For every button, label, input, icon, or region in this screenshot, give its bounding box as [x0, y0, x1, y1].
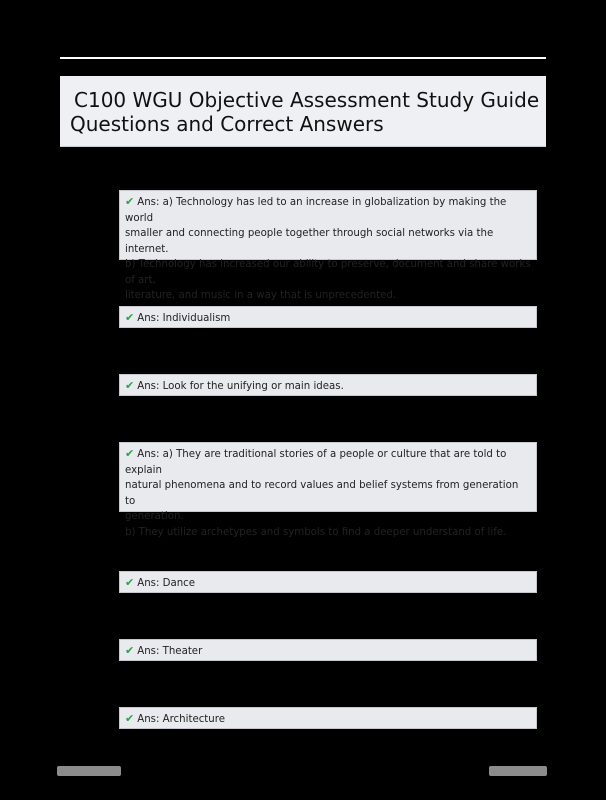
checkmark-icon: ✔	[125, 644, 135, 657]
checkmark-icon: ✔	[125, 379, 135, 392]
answer-line: b) They utilize archetypes and symbols to find a deeper understand of life.	[125, 526, 507, 538]
answer-line: smaller and connecting people together through social networks via the internet.	[125, 228, 494, 255]
answer-line: ✔ Ans: Architecture	[125, 712, 225, 725]
checkmark-icon: ✔	[125, 712, 135, 725]
checkmark-icon: ✔	[125, 447, 135, 460]
answer-line: generation.	[125, 511, 184, 522]
checkmark-icon: ✔	[125, 576, 135, 589]
answer-line: ✔ Ans: Dance	[125, 576, 196, 589]
answer-line: ✔ Ans: Individualism	[125, 311, 231, 324]
checkmark-icon: ✔	[125, 195, 135, 208]
page-title-line-1: C100 WGU Objective Assessment Study Guide	[74, 88, 540, 112]
page-title-line-2: Questions and Correct Answers	[70, 112, 384, 136]
answer-box-7	[119, 707, 537, 729]
answer-line: ✔ Ans: a) They are traditional stories of a people or culture that are told to explain	[125, 447, 507, 476]
answer-box-2	[119, 306, 537, 328]
checkmark-icon: ✔	[125, 311, 135, 324]
answer-line: ✔ Ans: Theater	[125, 644, 203, 657]
answer-line: b) Technology has increased our ability to preserve, document and share works of art,	[125, 259, 531, 286]
answer-line: natural phenomena and to record values and belief systems from generation to	[125, 480, 519, 507]
title-box	[60, 76, 546, 147]
answer-box-6	[119, 639, 537, 661]
answer-line: ✔ Ans: a) Technology has led to an increase in globalization by making the world	[125, 195, 507, 224]
answer-box-1	[119, 190, 537, 301]
answer-box-4	[119, 442, 537, 538]
answer-line: literature, and music in a way that is unprecedented.	[125, 290, 397, 301]
header-rule	[60, 57, 546, 59]
answer-box-3	[119, 374, 537, 396]
footer-right-blurred	[489, 766, 547, 776]
answer-box-5	[119, 571, 537, 593]
answer-line: ✔ Ans: Look for the unifying or main ideas.	[125, 379, 344, 392]
footer-left-blurred	[57, 766, 121, 776]
